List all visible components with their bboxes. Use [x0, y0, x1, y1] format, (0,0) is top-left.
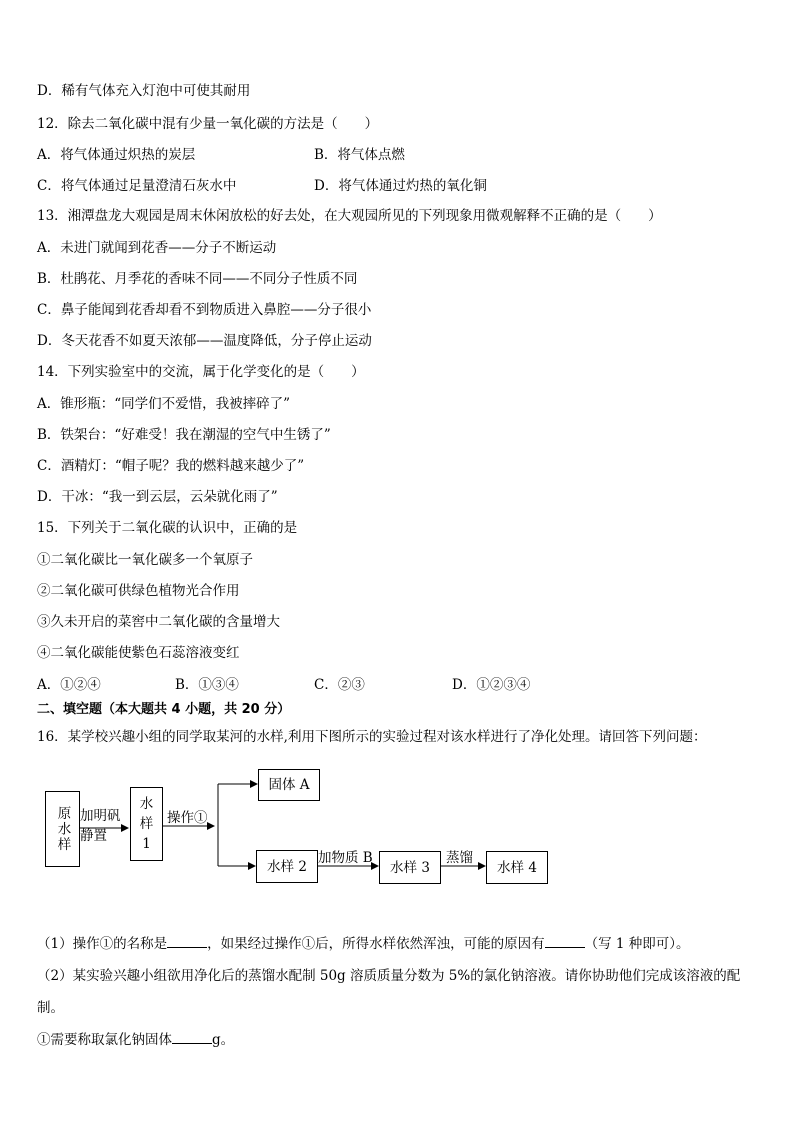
answer-blank-1[interactable] [167, 935, 207, 948]
option-15a: A．①②④ [37, 677, 101, 693]
operation-1-label: 操作① [167, 810, 208, 826]
q16-3-part-a: ①需要称取氯化钠固体 [37, 1032, 172, 1048]
sample-4-label: 水样 4 [497, 859, 537, 876]
statement-15-3: ③久未开启的菜窖中二氧化碳的含量增大 [37, 614, 280, 630]
option-13d: D．冬天花香不如夏天浓郁——温度降低，分子停止运动 [37, 333, 372, 349]
option-12a: A．将气体通过炽热的炭层 [37, 147, 196, 163]
option-12d: D．将气体通过灼热的氧化铜 [314, 178, 487, 194]
question-15: 15．下列关于二氧化碳的认识中，正确的是 [37, 520, 298, 536]
alum-label: 加明矾 [80, 808, 121, 824]
raw-water-label: 原水样 [54, 805, 71, 853]
option-15c: C．②③ [314, 677, 365, 693]
option-14c: C．酒精灯：“帽子呢？我的燃料越来越少了” [37, 458, 305, 474]
q16-1-part-b: ，如果经过操作①后，所得水样依然浑浊，可能的原因有 [207, 936, 545, 952]
question-16: 16．某学校兴趣小组的同学取某河的水样,利用下图所示的实验过程对该水样进行了净化处理。请回答下列问题： [37, 729, 707, 745]
question-16-3 [37, 1031, 234, 1049]
option-13a: A．未进门就闻到花香——分子不断运动 [37, 240, 277, 256]
question-12: 12．除去二氧化碳中混有少量一氧化碳的方法是（ ） [37, 116, 379, 132]
sample-1-char2: 样 [139, 816, 154, 832]
question-13: 13．湘潭盘龙大观园是周末休闲放松的好去处，在大观园所见的下列现象用微观解释不正确的是（ ） [37, 208, 662, 224]
solid-a-label: 固体 A [268, 777, 310, 793]
option-14a: A．锥形瓶：“同学们不爱惜，我被摔碎了” [37, 396, 291, 412]
distill-label: 蒸馏 [446, 850, 473, 866]
sample-4-box [486, 851, 548, 884]
statement-15-4: ④二氧化碳能使紫色石蕊溶液变红 [37, 645, 240, 661]
sample-2-box [256, 850, 318, 883]
settle-label: 静置 [80, 828, 107, 844]
question-14: 14．下列实验室中的交流，属于化学变化的是（ ） [37, 364, 365, 380]
option-13b: B．杜鹃花、月季花的香味不同——不同分子性质不同 [37, 271, 358, 287]
statement-15-1: ①二氧化碳比一氧化碳多一个氧原子 [37, 552, 253, 568]
sample-1-box [130, 787, 163, 861]
option-13c: C．鼻子能闻到花香却看不到物质进入鼻腔——分子很小 [37, 302, 372, 318]
solid-a-box [258, 769, 320, 801]
option-12c: C．将气体通过足量澄清石灰水中 [37, 178, 237, 194]
sample-1-char3: 1 [142, 836, 151, 852]
sample-3-label: 水样 3 [390, 859, 430, 876]
sample-1-char1: 水 [139, 796, 154, 812]
question-16-2: （2）某实验兴趣小组欲用净化后的蒸馏水配制 50g 溶质质量分数为 5%的氯化钠溶液。请你协助他们完成该溶液的配 [37, 968, 741, 984]
answer-blank-3[interactable] [172, 1031, 212, 1044]
option-15b: B．①③④ [175, 677, 239, 693]
sample-2-label: 水样 2 [267, 858, 307, 875]
option-12b: B．将气体点燃 [314, 147, 405, 163]
option-14b: B．铁架台：“好难受！我在潮湿的空气中生锈了” [37, 427, 331, 443]
q16-1-part-c: （写 1 种即可）。 [584, 936, 690, 952]
question-16-2-cont: 制。 [37, 1000, 64, 1016]
raw-water-box [45, 791, 80, 867]
question-16-1 [37, 935, 690, 953]
sample-3-box [379, 851, 441, 884]
option-14d: D．干冰：“我一到云层，云朵就化雨了” [37, 489, 278, 505]
q16-3-part-b: g。 [212, 1032, 235, 1048]
statement-15-2: ②二氧化碳可供绿色植物光合作用 [37, 583, 240, 599]
q16-1-part-a: （1）操作①的名称是 [37, 936, 168, 952]
answer-blank-2[interactable] [545, 935, 585, 948]
add-b-label: 加物质 B [318, 850, 373, 866]
option-15d: D．①②③④ [452, 677, 531, 693]
section-heading: 二、填空题（本大题共 4 小题，共 20 分） [37, 702, 291, 717]
option-11d: D．稀有气体充入灯泡中可使其耐用 [37, 83, 251, 99]
